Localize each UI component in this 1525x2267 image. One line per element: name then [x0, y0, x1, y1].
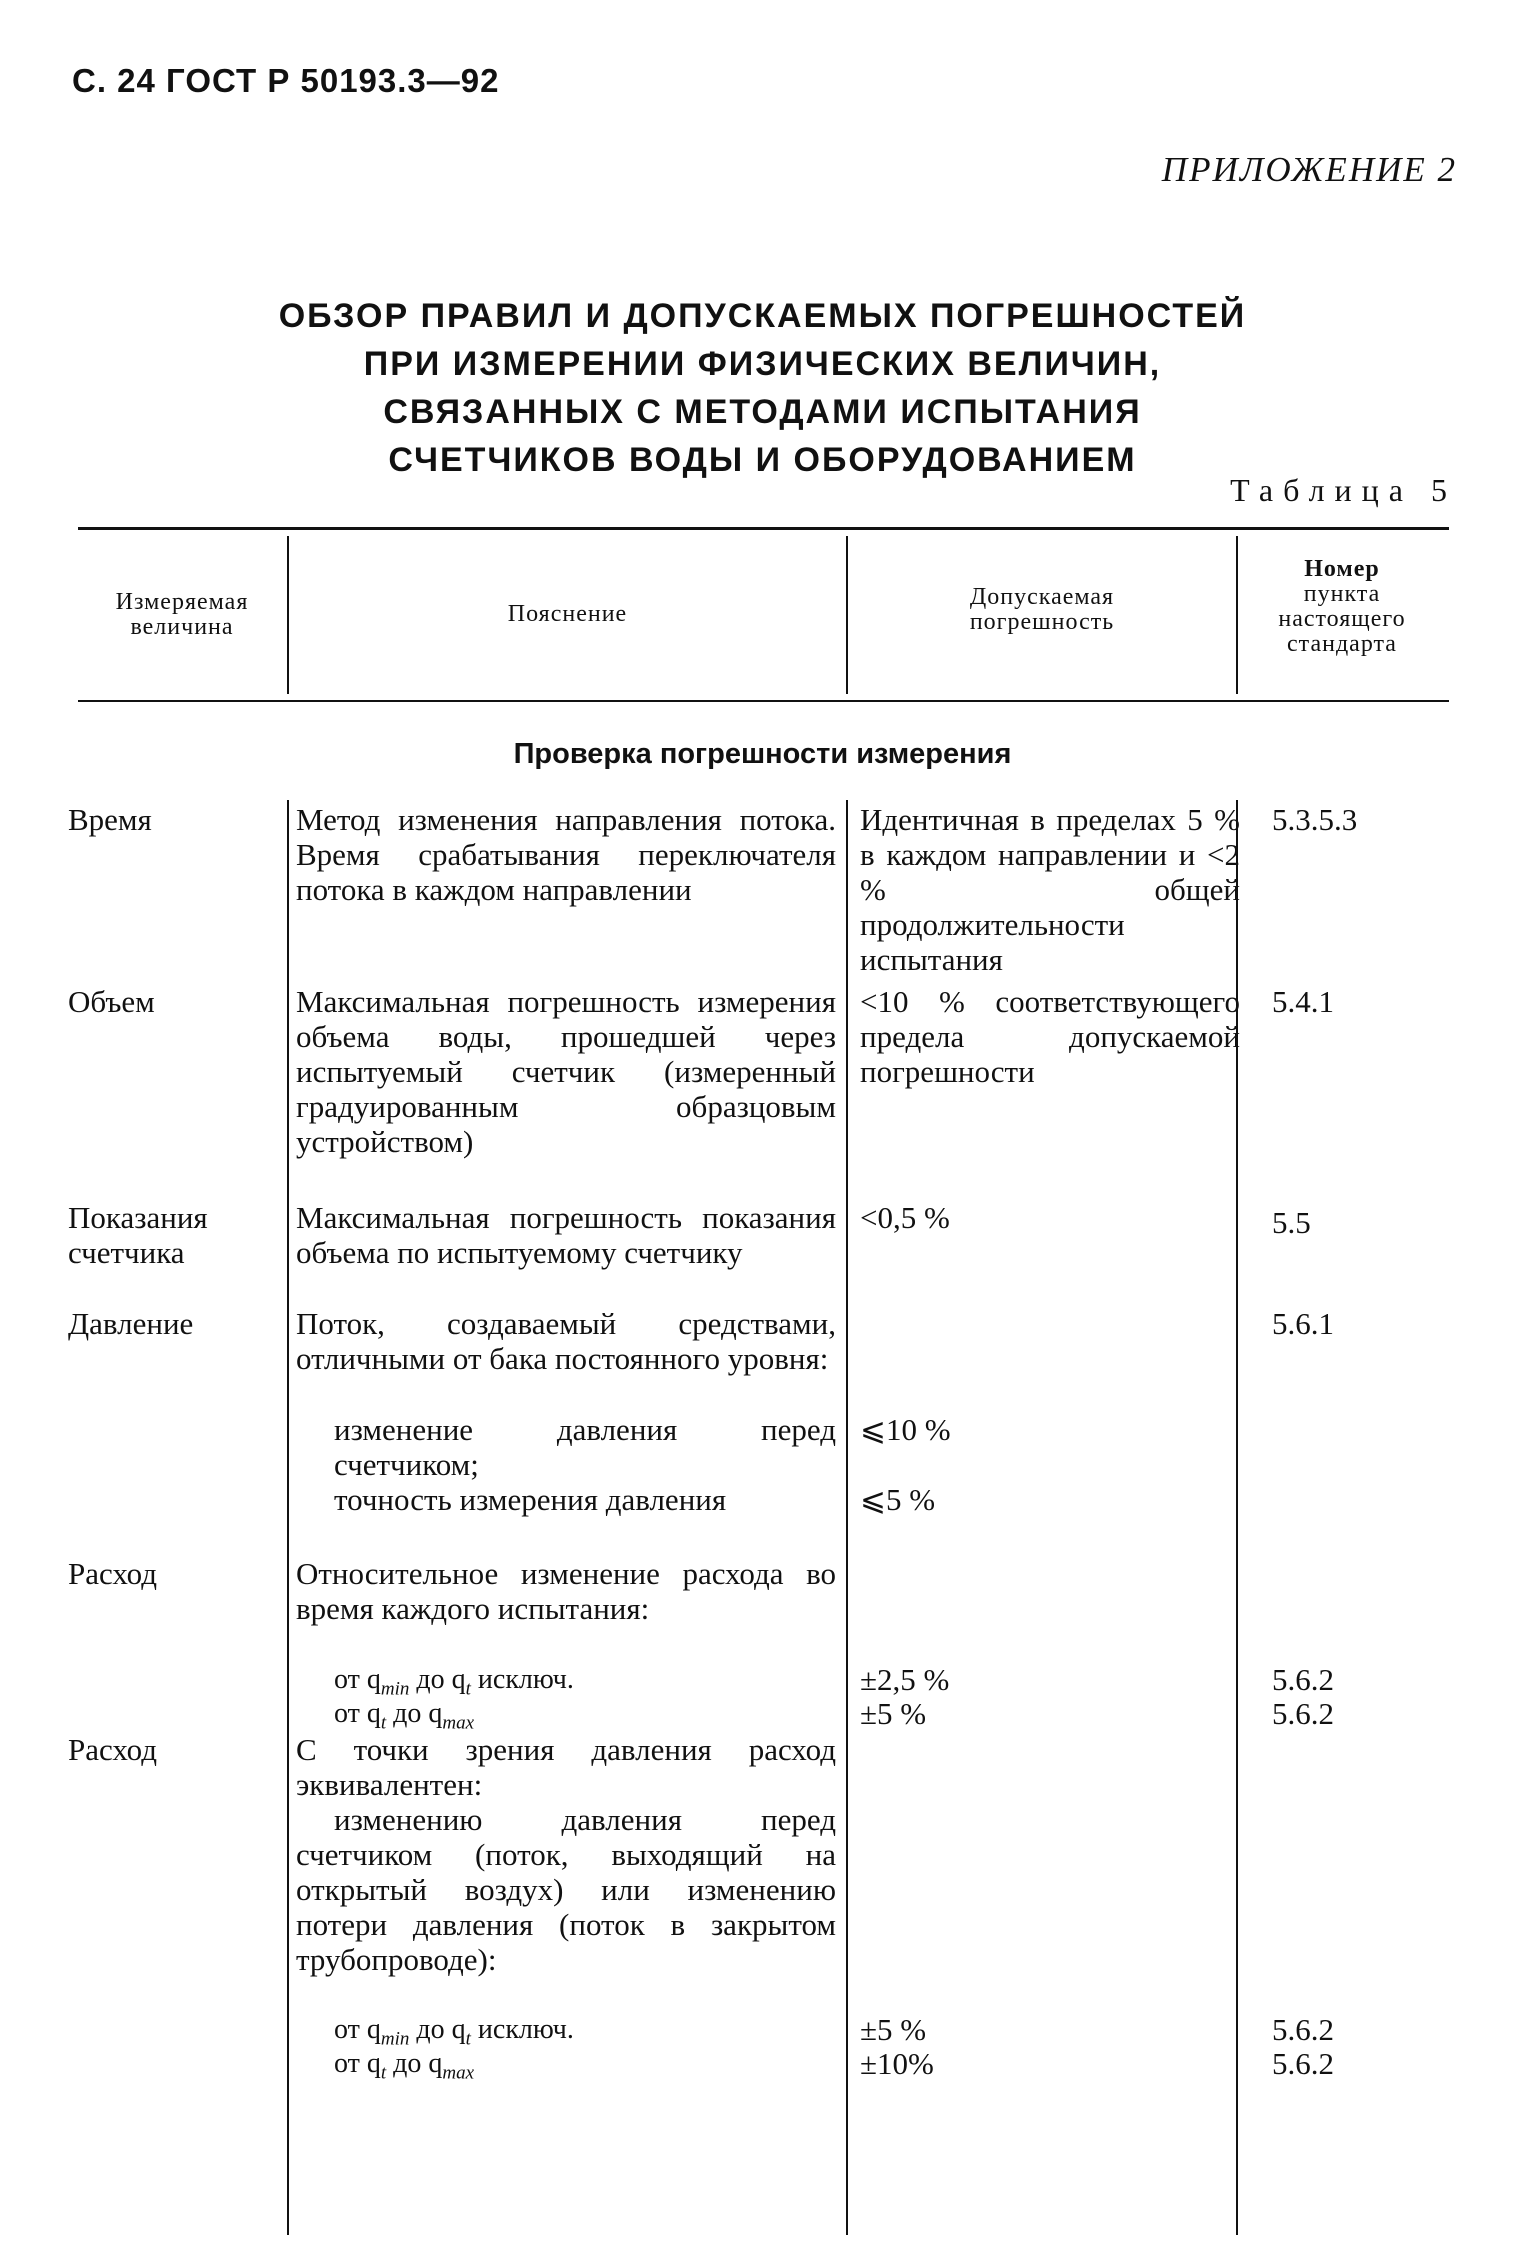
row-flow1-sub2-tolerance: ±5 %: [860, 1696, 927, 1731]
row-volume-clause: 5.4.1: [1272, 984, 1334, 1019]
row-time-clause: 5.3.5.3: [1272, 802, 1358, 837]
table-label: Таблица 5: [1230, 472, 1457, 508]
document-reference: С. 24 ГОСТ Р 50193.3—92: [72, 62, 500, 99]
row-pressure-sub2-tolerance: ⩽5 %: [860, 1482, 936, 1517]
row-pressure-sub1-tolerance: ⩽10 %: [860, 1412, 951, 1447]
row-flow2-quantity: Расход: [68, 1732, 158, 1767]
row-time-tolerance: Идентичная в пределах 5 % в каждом направлении и <2 % общей продолжительности испытания: [860, 802, 1240, 977]
row-pressure-explanation: Поток, создаваемый средствами, отличными от бака постоянного уровня:: [296, 1306, 836, 1376]
column-divider: [287, 536, 289, 694]
section-heading: Проверка погрешности измерения: [513, 738, 1012, 770]
row-flow2-sub2-clause: 5.6.2: [1272, 2046, 1334, 2081]
title-line: СЧЕТЧИКОВ ВОДЫ И ОБОРУДОВАНИЕМ: [388, 441, 1137, 479]
table-top-rule: [78, 527, 1449, 530]
row-flow2-sub1-clause: 5.6.2: [1272, 2012, 1334, 2047]
column-header-explanation: Пояснение: [507, 601, 628, 627]
column-header-clause: Номер пункта настоящего стандарта: [1278, 556, 1406, 657]
row-volume-explanation: Максимальная погрешность измерения объема воды, прошедшей через испытуемый счетчик (измеренный градуированным образцовым устройством): [296, 984, 836, 1159]
row-flow1-sub2: от $q_t$ до $q_{max}$: [334, 1698, 475, 1734]
row-volume-quantity: Объем: [68, 984, 155, 1019]
header-bottom-rule: [78, 700, 1449, 702]
row-flow1-sub2-clause: 5.6.2: [1272, 1696, 1334, 1731]
row-volume-tolerance: <10 % соответствующего предела допускаемой погрешности: [860, 984, 1240, 1089]
row-flow1-quantity: Расход: [68, 1556, 158, 1591]
row-pressure-clause: 5.6.1: [1272, 1306, 1334, 1341]
appendix-label: ПРИЛОЖЕНИЕ 2: [1161, 150, 1457, 189]
column-header-tolerance: Допускаемая погрешность: [969, 584, 1115, 635]
row-time-explanation: Метод изменения направления потока. Время срабатывания переключателя потока в каждом направлении: [296, 802, 836, 907]
column-divider: [846, 536, 848, 694]
column-divider: [287, 800, 289, 2235]
row-flow1-sub1-clause: 5.6.2: [1272, 1662, 1334, 1697]
title-line: ОБЗОР ПРАВИЛ И ДОПУСКАЕМЫХ ПОГРЕШНОСТЕЙ: [278, 297, 1247, 335]
row-reading-explanation: Максимальная погрешность показания объема по испытуемому счетчику: [296, 1200, 836, 1270]
row-flow2-sub2: от $q_t$ до $q_{max}$: [334, 2048, 475, 2084]
row-pressure-quantity: Давление: [68, 1306, 194, 1341]
row-pressure-sub1: изменение давления перед счетчиком;: [334, 1412, 836, 1482]
column-header-quantity: Измеряемая величина: [115, 589, 249, 640]
row-flow1-explanation: Относительное изменение расхода во время каждого испытания:: [296, 1556, 836, 1626]
title-line: ПРИ ИЗМЕРЕНИИ ФИЗИЧЕСКИХ ВЕЛИЧИН,: [363, 345, 1162, 383]
row-flow2-sub1-tolerance: ±5 %: [860, 2012, 927, 2047]
row-reading-quantity: Показания счетчика: [68, 1200, 208, 1270]
row-reading-clause: 5.5: [1272, 1205, 1311, 1240]
document-title: [0, 292, 1525, 484]
column-divider: [1236, 536, 1238, 694]
row-flow2-explanation-a: С точки зрения давления расход эквивалентен:: [296, 1732, 836, 1802]
row-time-quantity: Время: [68, 802, 152, 837]
row-flow1-sub1: от $q_{min}$ до $q_t$ исключ.: [334, 1664, 574, 1700]
row-flow2-explanation-b: изменению давления перед счетчиком (поток, выходящий на открытый воздух) или изменению потери давления (поток в закрытом трубопроводе):: [296, 1802, 836, 1977]
row-flow2-sub2-tolerance: ±10%: [860, 2046, 934, 2081]
row-pressure-sub2: точность измерения давления: [334, 1482, 727, 1517]
row-flow1-sub1-tolerance: ±2,5 %: [860, 1662, 950, 1697]
row-flow2-sub1: от $q_{min}$ до $q_t$ исключ.: [334, 2014, 574, 2050]
title-line: СВЯЗАННЫХ С МЕТОДАМИ ИСПЫТАНИЯ: [383, 393, 1142, 431]
row-reading-tolerance: <0,5 %: [860, 1200, 950, 1235]
